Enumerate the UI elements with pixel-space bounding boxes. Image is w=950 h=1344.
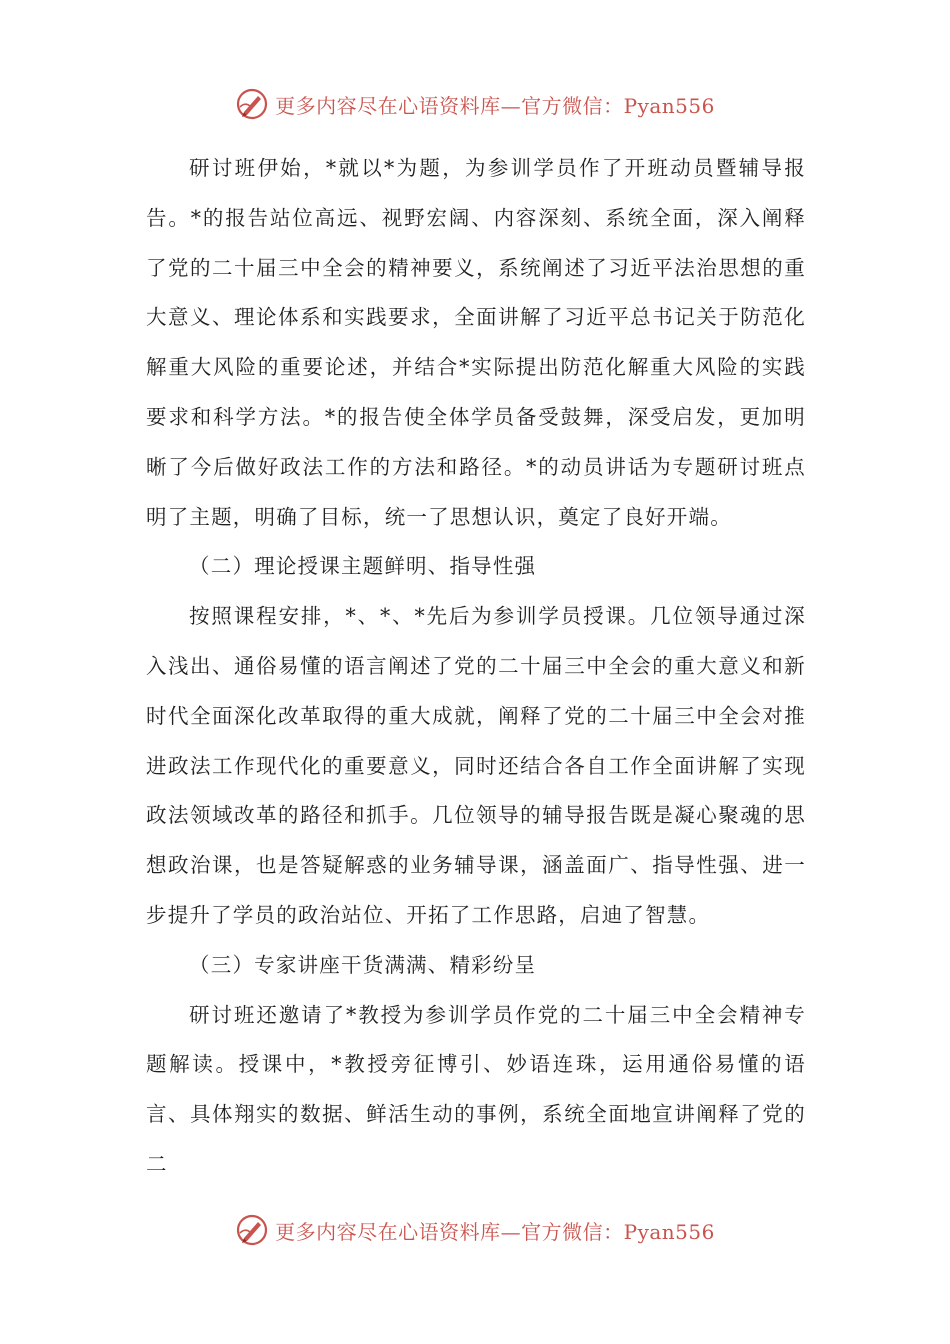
document-body (146, 144, 806, 1190)
watermark-text: 更多内容尽在心语资料库—官方微信：Pyan556 (275, 93, 715, 118)
pen-logo-icon (235, 1213, 269, 1247)
paragraph-opening: 研讨班伊始，*就以*为题，为参训学员作了开班动员暨辅导报告。*的报告站位高远、视野宏阔、内容深刻、系统全面，深入阐释了党的二十届三中全会的精神要义，系统阐述了习近平法治思想的重大意义、理论体系和实践要求，全面讲解了习近平总书记关于防范化解重大风险的重要论述，并结合*实际提出防范化解重大风险的实践要求和科学方法。*的报告使全体学员备受鼓舞，深受启发，更加明晰了今后做好政法工作的方法和路径。*的动员讲话为专题研讨班点明了主题，明确了目标，统一了思想认识，奠定了良好开端。 (146, 156, 806, 529)
header-watermark-banner (0, 84, 950, 124)
section-heading-2: （二）理论授课主题鲜明、指导性强 (189, 554, 537, 579)
paragraph-expert: 研讨班还邀请了*教授为参训学员作党的二十届三中全会精神专题解读。授课中，*教授旁征博引、妙语连珠，运用通俗易懂的语言、具体翔实的数据、鲜活生动的事例，系统全面地宣讲阐释了党的二 (146, 1002, 806, 1176)
footer-watermark-banner (0, 1210, 950, 1250)
pen-logo-icon (235, 87, 269, 121)
paragraph-lectures: 按照课程安排，*、*、*先后为参训学员授课。几位领导通过深入浅出、通俗易懂的语言阐述了党的二十届三中全会的重大意义和新时代全面深化改革取得的重大成就，阐释了党的二十届三中全会对推进政法工作现代化的重要意义，同时还结合各自工作全面讲解了实现政法领域改革的路径和抓手。几位领导的辅导报告既是凝心聚魂的思想政治课，也是答疑解惑的业务辅导课，涵盖面广、指导性强、进一步提升了学员的政治站位、开拓了工作思路，启迪了智慧。 (146, 604, 806, 927)
watermark-text: 更多内容尽在心语资料库—官方微信：Pyan556 (275, 1219, 715, 1244)
section-heading-3: （三）专家讲座干货满满、精彩纷呈 (189, 952, 537, 977)
